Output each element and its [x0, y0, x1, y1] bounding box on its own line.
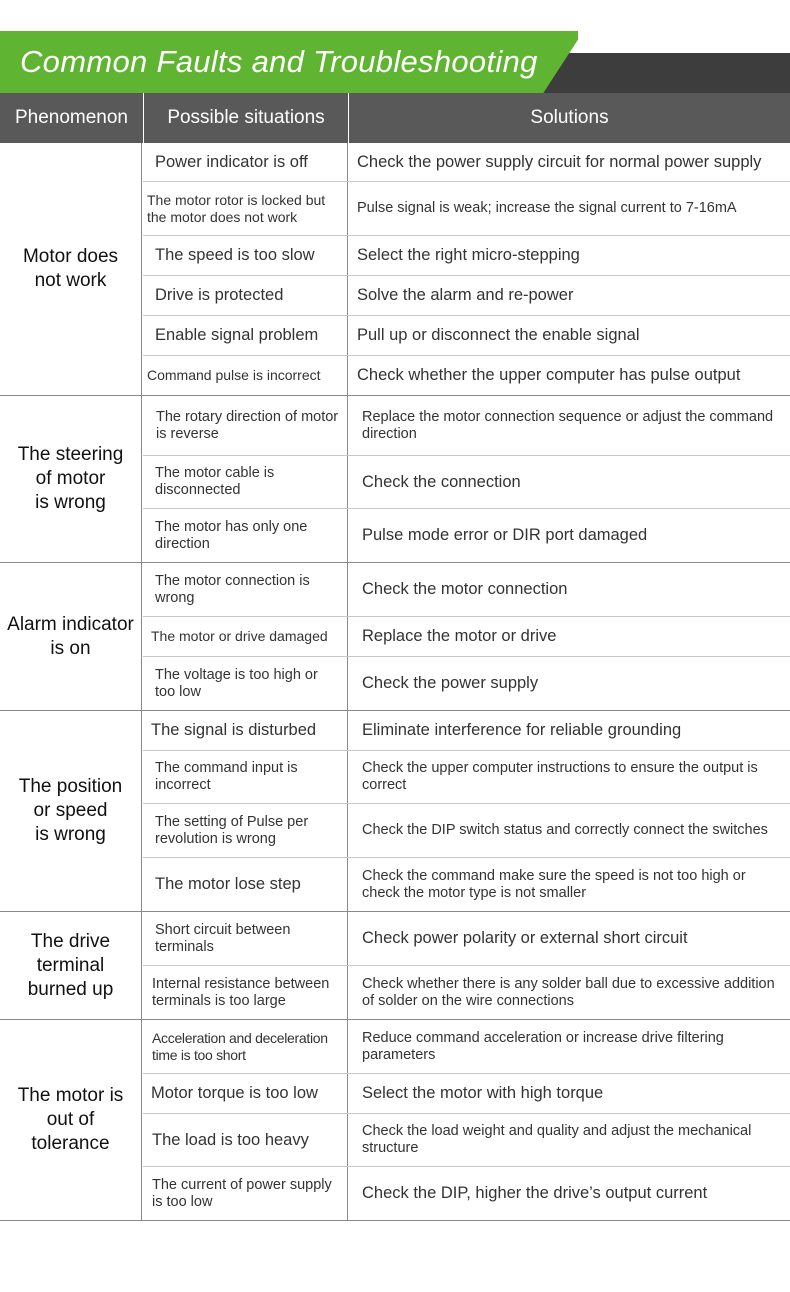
table-row — [143, 1167, 790, 1220]
table-row — [143, 711, 790, 751]
solution-cell: Check the command make sure the speed is not too high or check the motor type is not smaller — [362, 867, 746, 901]
solution-cell: Check the DIP switch status and correctly connect the switches — [362, 822, 768, 838]
table-row — [143, 804, 790, 858]
situation-cell: The speed is too slow — [143, 236, 348, 275]
table-row — [143, 858, 790, 911]
table-row — [143, 563, 790, 617]
situation-cell: The current of power supply is too low — [143, 1167, 348, 1220]
header-phenomenon: Phenomenon — [0, 93, 143, 143]
situation-cell: The motor or drive damaged — [143, 617, 348, 656]
solution-cell: Check the load weight and quality and adjust the mechanical structure — [362, 1123, 752, 1156]
troubleshooting-table — [0, 143, 790, 1221]
situation-cell: Short circuit between terminals — [143, 912, 348, 965]
table-row — [143, 657, 790, 710]
table-row — [143, 236, 790, 276]
table-row — [143, 316, 790, 356]
situation-cell: The signal is disturbed — [143, 711, 348, 750]
situation-cell: The command input is incorrect — [143, 751, 348, 803]
solution-cell: Check the connection — [362, 472, 521, 491]
situation-cell: The load is too heavy — [143, 1114, 348, 1166]
situation-cell: Motor torque is too low — [143, 1074, 348, 1113]
solution-cell: Check whether there is any solder ball due to excessive addition of solder on the wire connections — [362, 975, 775, 1009]
table-row — [143, 1020, 790, 1074]
table-row — [143, 396, 790, 456]
table-row — [143, 509, 790, 562]
title-banner — [0, 0, 790, 93]
group-steering-wrong — [0, 396, 790, 563]
situation-cell: The rotary direction of motor is reverse — [143, 396, 348, 455]
solution-cell: Pull up or disconnect the enable signal — [357, 326, 640, 344]
table-row — [143, 751, 790, 804]
situation-cell: Internal resistance between terminals is too large — [143, 966, 348, 1019]
situation-cell: Power indicator is off — [143, 143, 348, 181]
table-row — [143, 966, 790, 1019]
solution-cell: Select the motor with high torque — [362, 1084, 604, 1102]
situation-cell: Drive is protected — [143, 276, 348, 315]
table-row — [143, 1074, 790, 1114]
solution-cell: Check the power supply — [362, 674, 539, 692]
solution-cell: Check the power supply circuit for normal power supply — [357, 152, 762, 171]
solution-cell: Eliminate interference for reliable grounding — [362, 721, 682, 739]
phenomenon-cell: Motor does not work — [0, 143, 142, 395]
situation-cell: The setting of Pulse per revolution is wrong — [143, 804, 348, 857]
solution-cell: Solve the alarm and re-power — [357, 286, 574, 304]
situation-cell: Acceleration and deceleration time is too short — [143, 1020, 348, 1073]
phenomenon-cell: The drive terminal burned up — [0, 912, 142, 1019]
table-row — [143, 912, 790, 966]
group-motor-does-not-work — [0, 143, 790, 396]
table-row — [143, 182, 790, 236]
table-row — [143, 356, 790, 395]
solution-cell: Check the upper computer instructions to ensure the output is correct — [362, 760, 758, 793]
header-possible-situations: Possible situations — [143, 93, 348, 143]
solution-cell: Check whether the upper computer has pulse output — [357, 366, 741, 384]
table-row — [143, 456, 790, 509]
solution-cell: Check the motor connection — [362, 580, 568, 598]
situation-cell: Enable signal problem — [143, 316, 348, 355]
table-row — [143, 276, 790, 316]
table-row — [143, 617, 790, 657]
solution-cell: Reduce command acceleration or increase drive filtering parameters — [362, 1029, 724, 1063]
situation-cell: The motor rotor is locked but the motor does not work — [143, 182, 348, 235]
situation-cell: Command pulse is incorrect — [143, 356, 348, 395]
solution-cell: Replace the motor connection sequence or adjust the command direction — [362, 408, 774, 442]
solution-cell: Pulse signal is weak; increase the signal current to 7-16mA — [357, 200, 737, 216]
table-row — [143, 1114, 790, 1167]
table-row — [143, 143, 790, 182]
situation-cell: The motor has only one direction — [143, 509, 348, 562]
solution-cell: Select the right micro-stepping — [357, 246, 580, 264]
group-alarm-indicator — [0, 563, 790, 711]
group-position-speed-wrong — [0, 711, 790, 912]
solution-cell: Check the DIP, higher the drive’s output current — [362, 1184, 708, 1202]
header-solutions: Solutions — [348, 93, 790, 143]
situation-cell: The voltage is too high or too low — [143, 657, 348, 710]
situation-cell: The motor cable is disconnected — [143, 456, 348, 508]
phenomenon-cell: The motor is out of tolerance — [0, 1020, 142, 1220]
phenomenon-cell: The steering of motor is wrong — [0, 396, 142, 562]
phenomenon-cell: The position or speed is wrong — [0, 711, 142, 911]
solution-cell: Pulse mode error or DIR port damaged — [362, 526, 648, 544]
solution-cell: Replace the motor or drive — [362, 627, 557, 645]
page-title: Common Faults and Troubleshooting — [20, 44, 538, 79]
group-drive-terminal-burned — [0, 912, 790, 1020]
situation-cell: The motor lose step — [143, 858, 348, 911]
situation-cell: The motor connection is wrong — [143, 563, 348, 616]
phenomenon-cell: Alarm indicator is on — [0, 563, 142, 710]
solution-cell: Check power polarity or external short circuit — [362, 929, 688, 947]
group-out-of-tolerance — [0, 1020, 790, 1221]
